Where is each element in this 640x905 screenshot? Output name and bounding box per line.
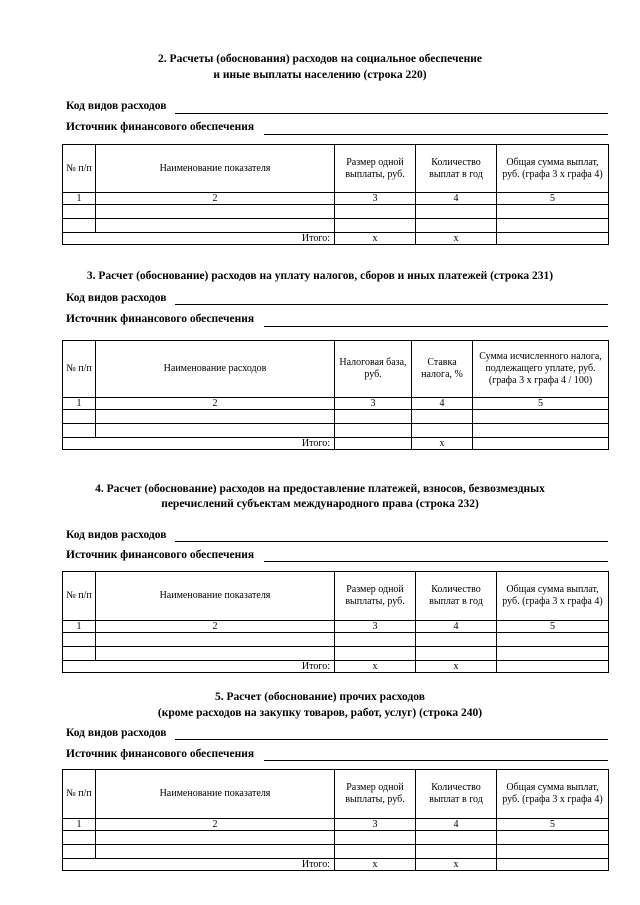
section-5-title-line1: 5. Расчет (обоснование) прочих расходов [215, 691, 425, 703]
table-cell[interactable] [63, 845, 96, 859]
col-number-1: 1 [63, 398, 96, 410]
table-cell[interactable] [335, 424, 412, 438]
table-cell[interactable] [335, 647, 416, 661]
col-header-number: № п/п [63, 572, 96, 621]
col-header-payment-count: Количество выплат в год [416, 770, 497, 819]
section-2-table [62, 144, 609, 245]
col-number-5: 5 [497, 819, 609, 831]
table-cell[interactable] [96, 633, 335, 647]
col-number-2: 2 [96, 819, 335, 831]
col-header-total-sum: Общая сумма выплат, руб. (графа 3 х графа 4) [497, 770, 609, 819]
total-x-cell: x [416, 661, 497, 673]
s3-kod-label: Код видов расходов [66, 292, 167, 304]
table-cell[interactable] [416, 633, 497, 647]
s2-kod-label: Код видов расходов [66, 100, 167, 112]
section-2-title-line1: 2. Расчеты (обоснования) расходов на социальное обеспечение [158, 53, 482, 65]
table-cell[interactable] [96, 845, 335, 859]
s4-source-label: Источник финансового обеспечения [66, 549, 255, 561]
table-cell[interactable] [416, 647, 497, 661]
table-cell[interactable] [497, 205, 609, 219]
table-cell[interactable] [63, 205, 96, 219]
total-sum-cell[interactable] [473, 438, 609, 450]
total-x-cell: x [416, 859, 497, 871]
col-number-1: 1 [63, 621, 96, 633]
total-label: Итого: [63, 859, 335, 871]
s5-kod-label: Код видов расходов [66, 727, 167, 739]
table-row [63, 633, 609, 647]
table-cell[interactable] [63, 831, 96, 845]
col-header-payment-count: Количество выплат в год [416, 145, 497, 193]
total-tax-base-cell[interactable] [335, 438, 412, 450]
table-cell[interactable] [63, 410, 96, 424]
s4-source-input-line[interactable] [264, 561, 608, 562]
col-number-3: 3 [335, 193, 416, 205]
total-sum-cell[interactable] [497, 859, 609, 871]
table-row [63, 831, 609, 845]
col-header-tax-rate: Ставка налога, % [412, 341, 473, 398]
col-number-4: 4 [416, 193, 497, 205]
table-cell[interactable] [335, 205, 416, 219]
table-cell[interactable] [335, 410, 412, 424]
col-number-3: 3 [335, 398, 412, 410]
table-cell[interactable] [416, 845, 497, 859]
s5-source-label: Источник финансового обеспечения [66, 748, 255, 760]
table-cell[interactable] [63, 647, 96, 661]
table-cell[interactable] [63, 633, 96, 647]
col-header-name: Наименование показателя [96, 572, 335, 621]
s2-source-input-line[interactable] [264, 134, 608, 135]
col-number-2: 2 [96, 193, 335, 205]
table-cell[interactable] [416, 219, 497, 233]
total-x-cell: x [412, 438, 473, 450]
section-4-table [62, 571, 609, 673]
s2-kod-input-line[interactable] [175, 113, 608, 114]
table-cell[interactable] [335, 831, 416, 845]
col-header-number: № п/п [63, 770, 96, 819]
section-4-title-line1: 4. Расчет (обоснование) расходов на предоставление платежей, взносов, безвозмездных [95, 483, 545, 495]
table-row [63, 845, 609, 859]
total-sum-cell[interactable] [497, 233, 609, 245]
col-header-tax-base: Налоговая база, руб. [335, 341, 412, 398]
total-x-cell: x [416, 233, 497, 245]
total-x-cell: x [335, 859, 416, 871]
table-row [63, 205, 609, 219]
table-cell[interactable] [335, 845, 416, 859]
s4-kod-input-line[interactable] [175, 541, 608, 542]
total-x-cell: x [335, 661, 416, 673]
table-cell[interactable] [497, 633, 609, 647]
total-x-cell: x [335, 233, 416, 245]
total-label: Итого: [63, 233, 335, 245]
table-cell[interactable] [96, 219, 335, 233]
col-number-1: 1 [63, 819, 96, 831]
total-row [63, 233, 609, 245]
table-cell[interactable] [412, 424, 473, 438]
total-sum-cell[interactable] [497, 661, 609, 673]
col-number-4: 4 [412, 398, 473, 410]
col-header-name: Наименование показателя [96, 145, 335, 193]
table-row [63, 219, 609, 233]
col-number-3: 3 [335, 819, 416, 831]
table-row [63, 647, 609, 661]
table-cell[interactable] [96, 831, 335, 845]
col-number-1: 1 [63, 193, 96, 205]
col-header-tax-sum: Сумма исчисленного налога, подлежащего уплате, руб. (графа 3 х графа 4 / 100) [473, 341, 609, 398]
col-number-3: 3 [335, 621, 416, 633]
table-cell[interactable] [63, 219, 96, 233]
col-number-5: 5 [497, 193, 609, 205]
table-cell[interactable] [96, 424, 335, 438]
s3-source-label: Источник финансового обеспечения [66, 313, 255, 325]
table-cell[interactable] [473, 410, 609, 424]
table-cell[interactable] [335, 633, 416, 647]
table-cell[interactable] [473, 424, 609, 438]
section-5-table [62, 769, 609, 871]
col-header-name: Наименование показателя [96, 770, 335, 819]
total-label: Итого: [63, 661, 335, 673]
s2-source-label: Источник финансового обеспечения [66, 121, 255, 133]
col-number-2: 2 [96, 398, 335, 410]
total-row [63, 438, 609, 450]
table-cell[interactable] [497, 647, 609, 661]
col-number-4: 4 [416, 819, 497, 831]
col-header-number: № п/п [63, 341, 96, 398]
table-cell[interactable] [96, 410, 335, 424]
table-cell[interactable] [497, 831, 609, 845]
col-number-4: 4 [416, 621, 497, 633]
col-number-5: 5 [497, 621, 609, 633]
table-cell[interactable] [96, 647, 335, 661]
table-row [63, 410, 609, 424]
col-header-payment-size: Размер одной выплаты, руб. [335, 572, 416, 621]
table-cell[interactable] [335, 219, 416, 233]
total-row [63, 661, 609, 673]
total-row [63, 859, 609, 871]
section-5-title-line2: (кроме расходов на закупку товаров, работ, услуг) (строка 240) [157, 707, 483, 719]
table-cell[interactable] [416, 831, 497, 845]
section-3-title: 3. Расчет (обоснование) расходов на уплату налогов, сборов и иных платежей (строка 231) [86, 270, 554, 282]
col-header-total-sum: Общая сумма выплат, руб. (графа 3 х графа 4) [497, 572, 609, 621]
table-cell[interactable] [412, 410, 473, 424]
table-cell[interactable] [497, 845, 609, 859]
section-3-table [62, 340, 609, 450]
table-cell[interactable] [96, 205, 335, 219]
col-header-number: № п/п [63, 145, 96, 193]
s3-source-input-line[interactable] [264, 326, 608, 327]
s5-kod-input-line[interactable] [175, 739, 608, 740]
s4-kod-label: Код видов расходов [66, 529, 167, 541]
col-header-payment-size: Размер одной выплаты, руб. [335, 770, 416, 819]
section-2-title-line2: и иные выплаты населению (строка 220) [213, 69, 427, 81]
table-row [63, 424, 609, 438]
col-number-2: 2 [96, 621, 335, 633]
table-cell[interactable] [497, 219, 609, 233]
col-header-total-sum: Общая сумма выплат, руб. (графа 3 х графа 4) [497, 145, 609, 193]
s5-source-input-line[interactable] [264, 760, 608, 761]
s3-kod-input-line[interactable] [175, 304, 608, 305]
col-header-payment-count: Количество выплат в год [416, 572, 497, 621]
col-header-name: Наименование расходов [96, 341, 335, 398]
col-header-payment-size: Размер одной выплаты, руб. [335, 145, 416, 193]
table-cell[interactable] [416, 205, 497, 219]
section-4-title-line2: перечислений субъектам международного права (строка 232) [161, 498, 479, 510]
total-label: Итого: [63, 438, 335, 450]
table-cell[interactable] [63, 424, 96, 438]
col-number-5: 5 [473, 398, 609, 410]
